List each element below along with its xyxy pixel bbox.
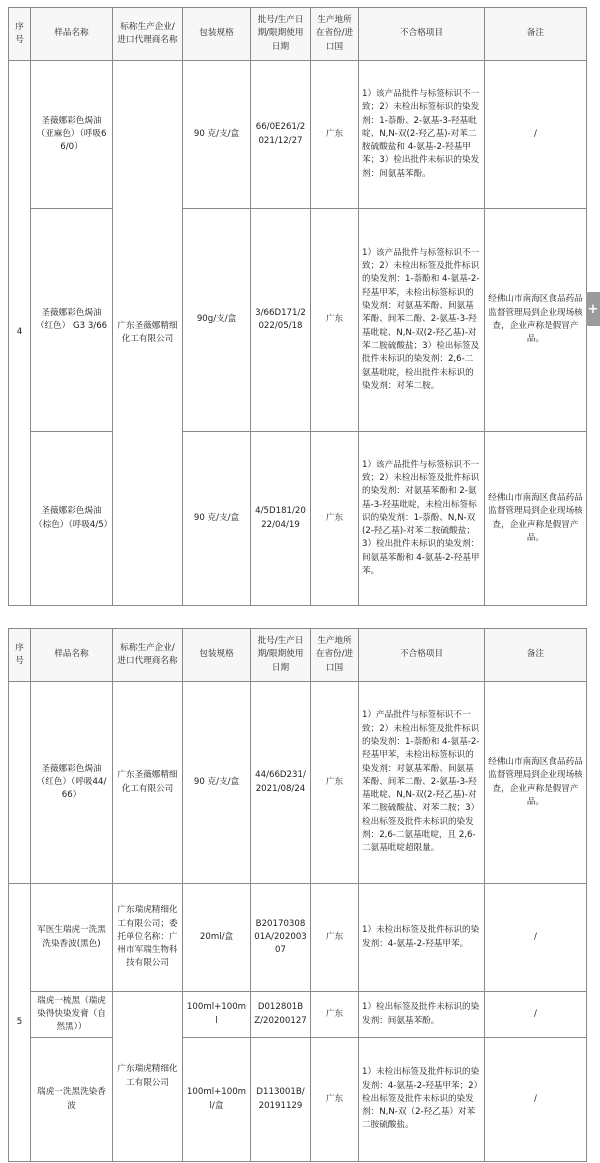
header-row [9,629,587,682]
note-cell: / [485,1038,587,1162]
origin-cell: 广东 [311,432,359,606]
header-seq: 序号 [9,629,31,682]
header-name: 样品名称 [31,629,113,682]
name-cell: 瑞虎一洗黑洗染香波 [31,1038,113,1162]
seq-cell-blank [9,682,31,884]
fail-cell: 1）未检出标签及批件标识的染发剂：4-氨基-2-羟基甲苯。 [359,884,485,992]
header-batch: 批号/生产日期/限期使用日期 [251,629,311,682]
table-row [9,992,587,1038]
header-note: 备注 [485,629,587,682]
batch-cell: 3/66D171/2022/05/18 [251,209,311,432]
origin-cell: 广东 [311,1038,359,1162]
batch-cell: 44/66D231/2021/08/24 [251,682,311,884]
note-cell: 经佛山市南海区食品药品监督管理局到企业现场核查，企业声称是假冒产品。 [485,682,587,884]
spec-cell: 90g/支/盒 [183,209,251,432]
maker-cell: 广东瑞虎精细化工有限公司；委托单位名称：广州市军瑞生物科技有限公司 [113,884,183,992]
fail-cell: 1）该产品批件与标签标识不一致；2）未检出标签及批件标识的染发剂：1-萘酚和 4-氨基-2-羟基甲苯，未检出标签标识的染发剂：对氨基苯酚、间氨基苯酚、间苯二酚、2-氨基-3-羟基吡啶、N,N-双(2-羟乙基)-对苯二胺硫酸盐；3）检出标签及批件未标识的染发剂：2,6-二氨基吡啶，检出批件未标识的染发剂：对苯二胺。 [359,209,485,432]
header-fail: 不合格项目 [359,629,485,682]
header-origin: 生产地所在省份/进口国 [311,8,359,61]
note-cell: 经佛山市南海区食品药品监督管理局到企业现场核查，企业声称是假冒产品。 [485,209,587,432]
expand-side-button[interactable] [586,292,600,326]
header-fail: 不合格项目 [359,8,485,61]
table-row [9,61,587,209]
header-row [9,8,587,61]
batch-cell: D113001B/20191129 [251,1038,311,1162]
origin-cell: 广东 [311,61,359,209]
spec-cell: 90 克/支/盒 [183,432,251,606]
header-maker: 标称生产企业/进口代理商名称 [113,8,183,61]
batch-cell: D012801BZ/20200127 [251,992,311,1038]
name-cell: 瑞虎一梳黑（瑞虎染得快染发膏（自然黑）） [31,992,113,1038]
table-row [9,432,587,606]
header-note: 备注 [485,8,587,61]
note-cell: / [485,61,587,209]
header-batch: 批号/生产日期/限期使用日期 [251,8,311,61]
maker-cell: 广东圣薇娜精细化工有限公司 [113,61,183,606]
name-cell: 军医生瑞虎一洗黑洗染香波(黑色) [31,884,113,992]
batch-cell: 4/5D181/2022/04/19 [251,432,311,606]
seq-cell: 5 [9,884,31,1162]
plus-icon: + [587,301,599,317]
maker-cell: 广东瑞虎精细化工有限公司 [113,992,183,1162]
name-cell: 圣薇娜彩色焗油（红色）（呼吸44/66） [31,682,113,884]
batch-cell: 66/0E261/2021/12/27 [251,61,311,209]
inspection-table-2 [8,628,587,1162]
name-cell: 圣薇娜彩色焗油（红色） G3 3/66 [31,209,113,432]
spec-cell: 20ml/盒 [183,884,251,992]
fail-cell: 1）检出标签及批件未标识的染发剂：间氨基苯酚。 [359,992,485,1038]
spec-cell: 90 克/支/盒 [183,682,251,884]
fail-cell: 1）未检出标签及批件标识的染发剂：4-氨基-2-羟基甲苯；2）检出标签及批件未标识的染发剂：N,N-双（2-羟乙基）对苯二胺硫酸盐。 [359,1038,485,1162]
batch-cell: B2017030801A/20200307 [251,884,311,992]
note-cell: 经佛山市南海区食品药品监督管理局到企业现场核查，企业声称是假冒产品。 [485,432,587,606]
origin-cell: 广东 [311,209,359,432]
origin-cell: 广东 [311,682,359,884]
origin-cell: 广东 [311,884,359,992]
inspection-table-1 [8,7,587,606]
maker-cell: 广东圣薇娜精细化工有限公司 [113,682,183,884]
table-row [9,1038,587,1162]
spec-cell: 100ml+100ml [183,992,251,1038]
origin-cell: 广东 [311,992,359,1038]
table-row [9,682,587,884]
table-row [9,209,587,432]
note-cell: / [485,992,587,1038]
header-name: 样品名称 [31,8,113,61]
header-spec: 包装规格 [183,629,251,682]
name-cell: 圣薇娜彩色焗油（棕色）（呼吸4/5） [31,432,113,606]
fail-cell: 1）该产品批件与标签标识不一致；2）未检出标签标识的染发剂：1-萘酚、2-氨基-3-羟基吡啶、N,N-双(2-羟乙基)-对苯二胺硫酸盐和 4-氨基-2-羟基甲苯；3）检出批件未标识的染发剂：间氨基苯酚。 [359,61,485,209]
header-spec: 包装规格 [183,8,251,61]
spec-cell: 90 克/支/盒 [183,61,251,209]
header-origin: 生产地所在省份/进口国 [311,629,359,682]
name-cell: 圣薇娜彩色焗油（亚麻色）（呼吸66/0） [31,61,113,209]
seq-cell: 4 [9,61,31,606]
fail-cell: 1）产品批件与标签标识不一致；2）未检出标签及批件标识的染发剂：1-萘酚和 4-氨基-2-羟基甲苯，未检出标签标识的染发剂：对氨基苯酚、间氨基苯酚、间苯二酚、2-氨基-3-羟基吡啶、N,N-双(2-羟乙基)-对苯二胺硫酸盐、对苯二胺；3）检出标签及批件未标识的染发剂：2,6-二氨基吡啶，且 2,6-二氨基吡啶超限量。 [359,682,485,884]
header-maker: 标称生产企业/进口代理商名称 [113,629,183,682]
fail-cell: 1）该产品批件与标签标识不一致；2）未检出标签及批件标识的染发剂：对氨基苯酚和 2-氨基-3-羟基吡啶，未检出标签标识的染发剂：1-萘酚、N,N-双(2-羟乙基)-对苯二胺硫酸盐；3）检出批件未标识的染发剂：间氨基苯酚和 4-氨基-2-羟基甲苯。 [359,432,485,606]
note-cell: / [485,884,587,992]
spec-cell: 100ml+100ml/盒 [183,1038,251,1162]
header-seq: 序号 [9,8,31,61]
table-row [9,884,587,992]
